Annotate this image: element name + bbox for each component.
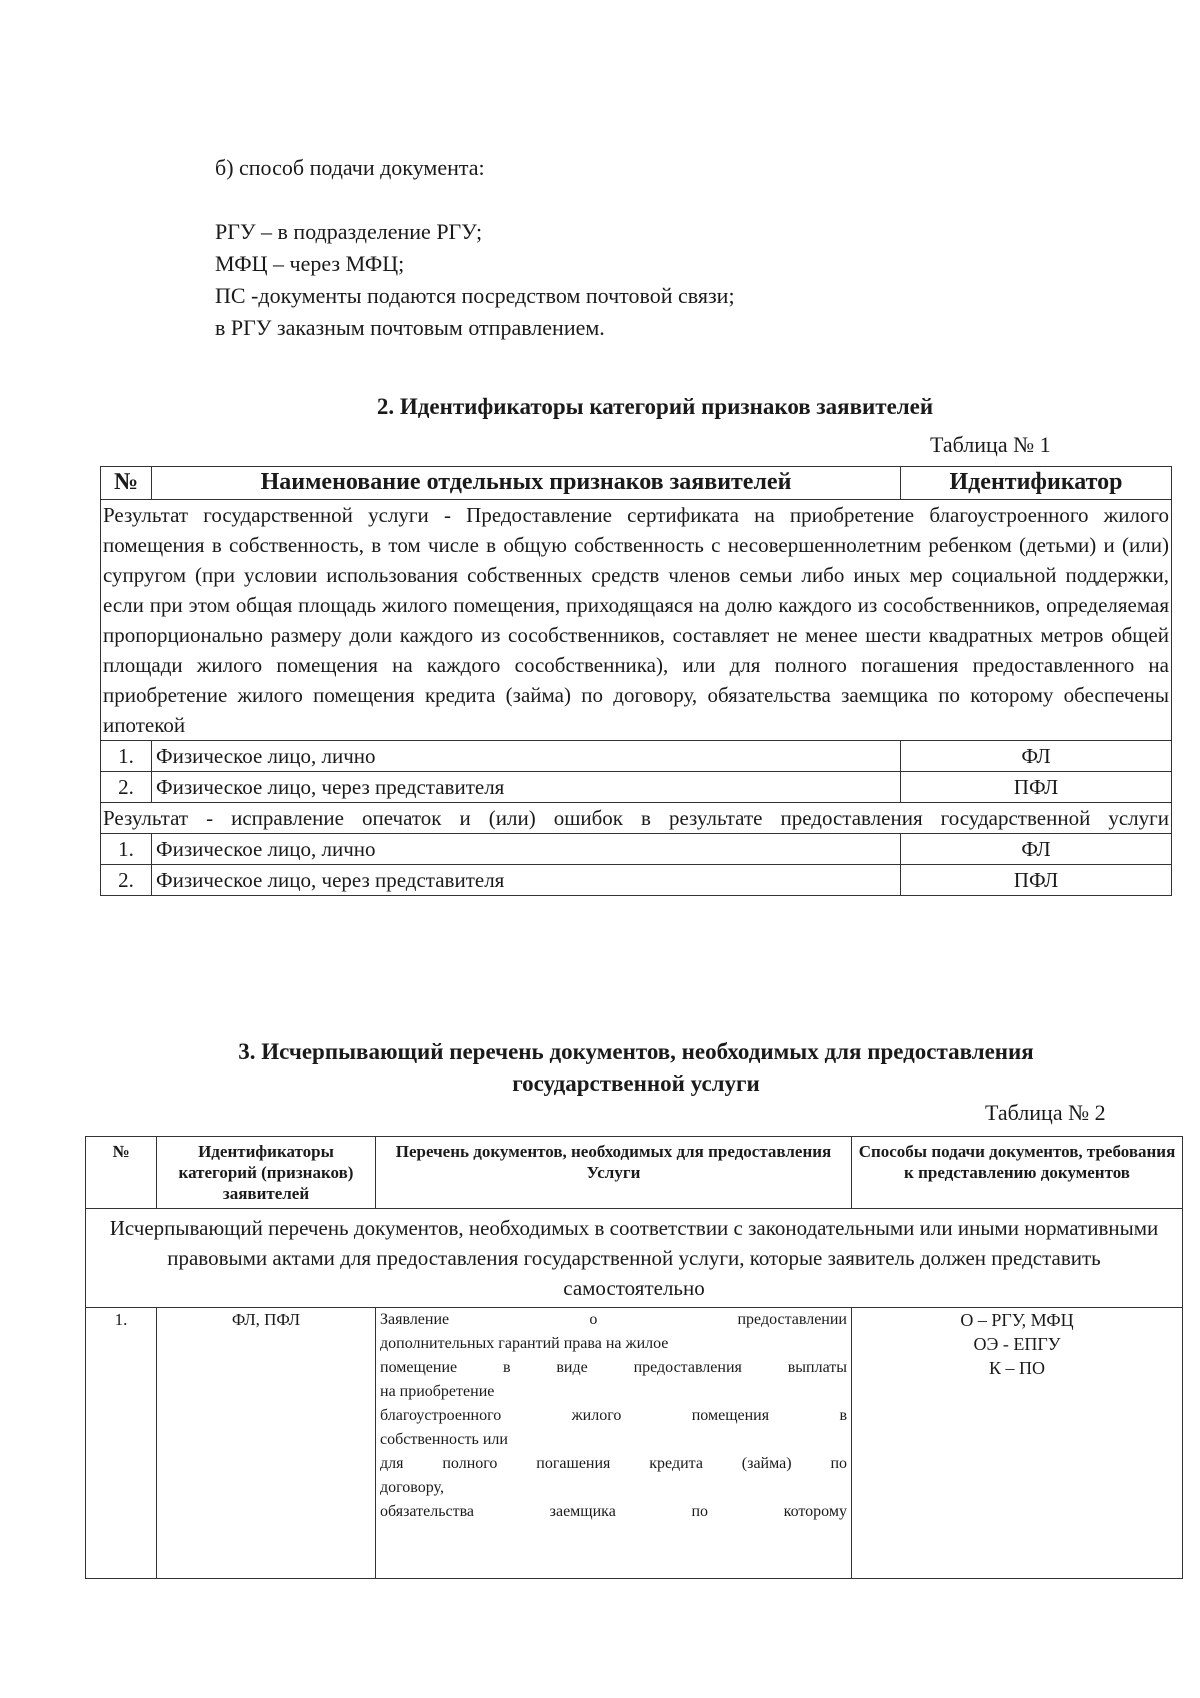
row-submission-methods [852,1308,1183,1579]
intro-item-rgu: РГУ – в подразделение РГУ; [215,219,483,244]
doc-line: дополнительных гарантий права на жилое [380,1335,669,1352]
group-title-correction: Результат - исправление опечаток и (или) ошибок в результате предоставления государственной услуги [101,803,1172,834]
table2-label: Таблица № 2 [985,1100,1106,1125]
table-header-row [86,1137,1183,1209]
applicant-identifiers-table [100,466,1172,896]
col-number-header: № [86,1137,157,1209]
row-name: Физическое лицо, лично [152,834,901,865]
row-number: 1. [101,741,152,772]
col-documents-header: Перечень документов, необходимых для предоставления Услуги [376,1137,852,1209]
row-identifier: ФЛ [901,741,1172,772]
method-line: К – ПО [988,1358,1045,1378]
table-row [101,834,1172,865]
group-title-certificate: Результат государственной услуги - Предоставление сертификата на приобретение благоустроенного жилого помещения в собственность, в том числе в общую собственность с несовершеннолетним ребенком (детьми) и (или) супругом (при условии использования собственных средств членов семьи либо иных мер социальной поддержки, если при этом общая площадь жилого помещения, приходящаяся на долю каждого из сособственников, определяемая пропорционально размеру доли каждого из сособственников, составляет не менее шести квадратных метров общей площади жилого помещения на каждого сособственника), или для полного погашения предоставленного на приобретение жилого помещения кредита (займа) по договору, обязательства заемщика по которому обеспечены ипотекой [101,500,1172,741]
doc-line: на приобретение [380,1383,495,1400]
intro-item-ps: ПС -документы подаются посредством почтовой связи; [215,283,735,308]
row-identifier: ФЛ [901,834,1172,865]
intro-heading: б) способ подачи документа: [215,155,485,180]
row-name: Физическое лицо, лично [152,741,901,772]
row-identifier: ПФЛ [901,772,1172,803]
row-number: 2. [101,772,152,803]
section3-title-line2: государственной услуги [512,1071,760,1096]
row-name: Физическое лицо, через представителя [152,865,901,896]
documents-list-table [85,1136,1183,1579]
intro-item-registered-mail: в РГУ заказным почтовым отправлением. [215,315,605,340]
col-name-header: Наименование отдельных признаков заявителей [152,467,901,500]
row-name: Физическое лицо, через представителя [152,772,901,803]
doc-line: для полного погашения кредита (займа) по [380,1455,847,1472]
group-title-required-documents: Исчерпывающий перечень документов, необходимых в соответствии с законодательными или иными нормативными правовыми актами для предоставления государственной услуги, которые заявитель должен представить самостоятельно [86,1209,1183,1308]
table-row [101,865,1172,896]
col-identifier-header: Идентификатор [901,467,1172,500]
doc-line: благоустроенного жилого помещения в [380,1407,847,1424]
row-number: 1. [101,834,152,865]
doc-line: помещение в виде предоставления выплаты [380,1359,847,1376]
col-number-header: № [101,467,152,500]
col-methods-header: Способы подачи документов, требования к представлению документов [852,1137,1183,1209]
row-identifier: ПФЛ [901,865,1172,896]
row-document-description [376,1308,852,1579]
group-row [101,500,1172,741]
table-header-row [101,467,1172,500]
method-line: О – РГУ, МФЦ [960,1310,1074,1330]
table1-label: Таблица № 1 [930,432,1051,457]
doc-line: обязательства заемщика по которому [380,1503,847,1520]
group-row [101,803,1172,834]
group-row [86,1209,1183,1308]
section3-title-line1: 3. Исчерпывающий перечень документов, необходимых для предоставления [238,1039,1034,1064]
intro-item-mfc: МФЦ – через МФЦ; [215,251,405,276]
section3-title [100,1036,1172,1100]
method-line: ОЭ - ЕПГУ [973,1334,1061,1354]
doc-line: Заявление о предоставлении [380,1311,847,1328]
doc-line: договору, [380,1479,444,1496]
col-identifiers-header: Идентификаторы категорий (признаков) заявителей [157,1137,376,1209]
row-number: 1. [86,1308,157,1579]
section2-title: 2. Идентификаторы категорий признаков заявителей [376,394,934,419]
table-row [101,741,1172,772]
row-identifiers: ФЛ, ПФЛ [157,1308,376,1579]
submission-methods [215,152,735,344]
table-row [86,1308,1183,1579]
doc-line: собственность или [380,1431,508,1448]
table-row [101,772,1172,803]
row-number: 2. [101,865,152,896]
